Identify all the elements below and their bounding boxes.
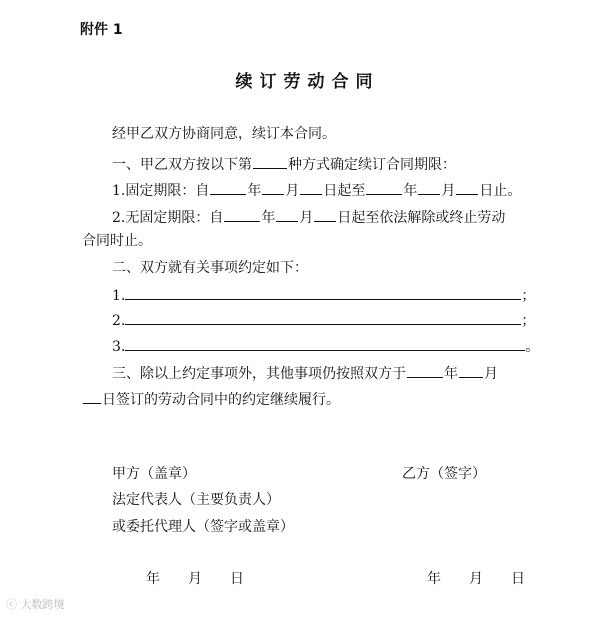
month-label: 月 — [484, 366, 498, 382]
watermark — [6, 597, 65, 613]
end-year-blank[interactable] — [366, 180, 402, 195]
item-1-line[interactable] — [125, 287, 521, 300]
day-from-label: 日起至 — [323, 183, 366, 199]
party-b-date: 年 月 日 — [427, 571, 525, 587]
day-end-label: 日止。 — [479, 183, 522, 199]
intro-paragraph: 经甲乙双方协商同意，续订本合同。 — [112, 126, 336, 142]
item-end-punct: 。 — [525, 339, 540, 355]
clause-3 — [112, 363, 498, 382]
year-label: 年 — [261, 210, 276, 226]
month-label: 月 — [441, 183, 456, 199]
party-a-seal: 甲方（盖章） — [112, 466, 196, 482]
year-label: 年 — [444, 366, 458, 382]
year-label: 年 — [247, 183, 262, 199]
agreement-item — [112, 287, 535, 304]
end-day-blank[interactable] — [456, 180, 478, 195]
start-year-blank[interactable] — [224, 207, 260, 222]
option-number-blank[interactable] — [253, 154, 287, 169]
original-day-blank[interactable] — [83, 389, 101, 404]
start-day-blank[interactable] — [300, 180, 322, 195]
watermark-logo-icon: ⓒ — [6, 598, 17, 611]
legal-representative: 法定代表人（主要负责人） — [112, 492, 280, 508]
option-2-rest: 日起至依法解除或终止劳动 — [337, 210, 506, 226]
end-month-blank[interactable] — [418, 180, 440, 195]
option-1-label: 1.固定期限：自 — [112, 183, 210, 199]
month-label: 月 — [285, 183, 300, 199]
original-month-blank[interactable] — [459, 363, 483, 378]
clause-1-text-b: 种方式确定续订合同期限： — [288, 157, 456, 173]
option-2-label: 2.无固定期限：自 — [112, 210, 224, 226]
clause-3-text: 三、除以上约定事项外，其他事项仍按照双方于 — [112, 366, 406, 382]
clause-3-line-2 — [82, 389, 340, 408]
original-year-blank[interactable] — [407, 363, 443, 378]
watermark-text: 大数跨境 — [20, 598, 65, 611]
party-b-sign: 乙方（签字） — [402, 466, 486, 482]
start-month-blank[interactable] — [262, 180, 284, 195]
attachment-label: 附件 1 — [80, 22, 123, 38]
clause-1 — [112, 154, 456, 173]
agreement-item — [112, 338, 539, 355]
clause-3-line-2-text: 日签订的劳动合同中的约定继续履行。 — [102, 392, 340, 408]
agreement-item — [112, 312, 535, 329]
item-end-punct: ； — [521, 288, 536, 304]
item-end-punct: ； — [521, 313, 536, 329]
document-title: 续订劳动合同 — [235, 72, 380, 92]
option-1-fixed-term — [112, 180, 521, 199]
item-3-line[interactable] — [125, 338, 525, 351]
authorized-agent: 或委托代理人（签字或盖章） — [112, 519, 294, 535]
month-label: 月 — [299, 210, 314, 226]
start-month-blank[interactable] — [276, 207, 298, 222]
start-year-blank[interactable] — [210, 180, 246, 195]
year-label: 年 — [403, 183, 418, 199]
start-day-blank[interactable] — [314, 207, 336, 222]
option-2-line-2: 合同时止。 — [82, 233, 152, 249]
party-a-date: 年 月 日 — [146, 571, 244, 587]
option-2-open-ended — [112, 207, 505, 226]
clause-1-text-a: 一、甲乙双方按以下第 — [112, 157, 252, 173]
item-number: 2. — [112, 313, 126, 329]
item-number: 3. — [112, 339, 126, 355]
clause-2: 二、双方就有关事项约定如下： — [112, 260, 308, 276]
item-2-line[interactable] — [125, 312, 521, 325]
item-number: 1. — [112, 288, 126, 304]
